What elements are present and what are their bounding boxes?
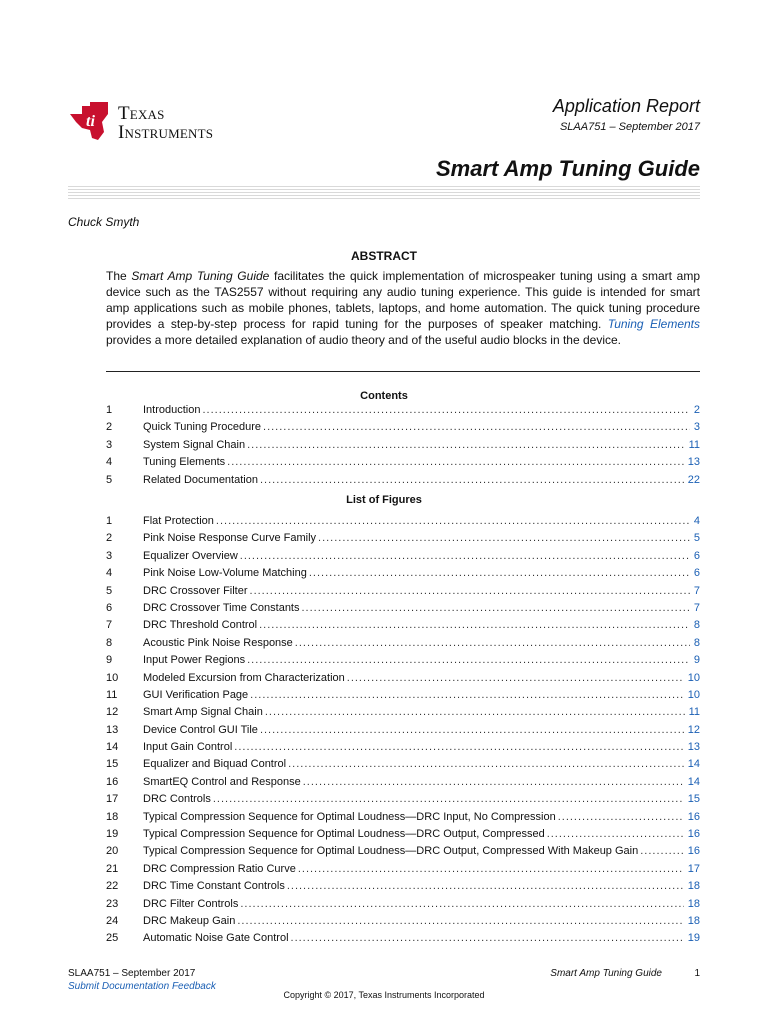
header-hatch-bar xyxy=(68,186,700,199)
figure-entry[interactable] xyxy=(106,704,700,721)
entry-page-link[interactable]: 10 xyxy=(687,671,700,684)
entry-number: 5 xyxy=(106,473,113,486)
entry-line xyxy=(143,930,700,947)
entry-number: 14 xyxy=(106,741,119,754)
entry-line xyxy=(143,513,700,530)
entry-label[interactable]: Automatic Noise Gate Control xyxy=(143,932,289,945)
entry-number: 13 xyxy=(106,723,119,736)
entry-page-link[interactable]: 8 xyxy=(693,636,700,649)
entry-number: 15 xyxy=(106,758,119,771)
ti-logo-icon xyxy=(68,100,114,144)
entry-number: 3 xyxy=(106,438,113,451)
logo-line-1: Texas xyxy=(118,103,165,124)
leader-dots xyxy=(265,704,685,721)
entry-line xyxy=(143,402,700,419)
leader-dots xyxy=(247,437,684,454)
leader-dots xyxy=(263,419,690,436)
leader-dots xyxy=(303,774,684,791)
entry-page-link[interactable]: 14 xyxy=(687,758,700,771)
figure-entry[interactable] xyxy=(106,791,700,808)
entry-line xyxy=(143,548,700,565)
divider xyxy=(106,371,700,372)
entry-number: 21 xyxy=(106,862,119,875)
figure-entry[interactable] xyxy=(106,600,700,617)
abstract-text-mid: facilitates the quick implementation of microspeaker tuning using a smart amp device such as the TAS2557 without requiring any audio tuning experience. This guide is intended for smart amp applications such as mobile phones, tablets, laptops, and home automation. The quick tuning procedure provides a step-by-step process for rapid tuning for the purposes of speaker matching. xyxy=(106,269,701,331)
entry-number: 19 xyxy=(106,828,119,841)
leader-dots xyxy=(202,402,689,419)
entry-number: 16 xyxy=(106,775,119,788)
entry-number: 1 xyxy=(106,404,113,416)
entry-label[interactable]: Equalizer and Biquad Control xyxy=(143,758,287,771)
leader-dots xyxy=(227,454,684,471)
leader-dots xyxy=(213,791,684,808)
entry-page-link[interactable]: 17 xyxy=(687,862,700,875)
entry-number: 10 xyxy=(106,671,119,684)
abstract-text-pre: The xyxy=(106,269,132,283)
entry-line xyxy=(143,617,700,634)
entry-page-link[interactable]: 2 xyxy=(693,404,700,416)
entry-number: 11 xyxy=(106,688,118,701)
entry-line xyxy=(143,756,700,773)
entry-line xyxy=(143,704,700,721)
entry-page-link[interactable]: 5 xyxy=(693,532,700,545)
entry-label[interactable]: DRC Filter Controls xyxy=(143,897,239,910)
entry-label[interactable]: Acoustic Pink Noise Response xyxy=(143,636,293,649)
entry-label[interactable]: DRC Compression Ratio Curve xyxy=(143,862,296,875)
entry-number: 25 xyxy=(106,932,119,945)
entry-line xyxy=(143,843,700,860)
entry-page-link[interactable]: 16 xyxy=(687,845,700,858)
leader-dots xyxy=(240,548,690,565)
entry-number: 7 xyxy=(106,619,113,632)
leader-dots xyxy=(347,670,684,687)
leader-dots xyxy=(260,722,684,739)
entry-label[interactable]: Modeled Excursion from Characterization xyxy=(143,671,345,684)
entry-line xyxy=(143,809,700,826)
contents-heading: Contents xyxy=(360,390,408,402)
entry-page-link[interactable]: 18 xyxy=(687,897,700,910)
figure-entry[interactable] xyxy=(106,878,700,895)
entry-number: 2 xyxy=(106,421,113,434)
figure-entry[interactable] xyxy=(106,756,700,773)
entry-line xyxy=(143,739,700,756)
entry-line xyxy=(143,437,700,454)
entry-number: 17 xyxy=(106,793,119,806)
entry-line xyxy=(143,565,700,582)
entry-page-link[interactable]: 18 xyxy=(687,914,700,927)
entry-page-link[interactable]: 10 xyxy=(687,688,700,701)
entry-number: 6 xyxy=(106,601,113,614)
leader-dots xyxy=(288,756,684,773)
leader-dots xyxy=(295,635,690,652)
leader-dots xyxy=(216,513,690,530)
entry-page-link[interactable]: 7 xyxy=(693,584,700,597)
entry-label[interactable]: Pink Noise Low-Volume Matching xyxy=(143,567,307,580)
leader-dots xyxy=(318,530,690,547)
figures-list xyxy=(106,513,700,948)
entry-line xyxy=(143,454,700,471)
logo-line-2: Instruments xyxy=(118,122,214,143)
entry-label[interactable]: Quick Tuning Procedure xyxy=(143,421,262,434)
figure-entry[interactable] xyxy=(106,635,700,652)
entry-page-link[interactable]: 11 xyxy=(688,438,700,451)
entry-line xyxy=(143,861,700,878)
entry-label[interactable]: DRC Crossover Filter xyxy=(143,584,248,597)
entry-page-link[interactable]: 19 xyxy=(687,932,700,945)
leader-dots xyxy=(234,739,683,756)
leader-dots xyxy=(640,843,684,860)
figures-heading: List of Figures xyxy=(346,494,422,506)
entry-line xyxy=(143,583,700,600)
leader-dots xyxy=(558,809,684,826)
figure-entry[interactable] xyxy=(106,652,700,669)
entry-label[interactable]: Typical Compression Sequence for Optimal Loudness—DRC Input, No Compression xyxy=(143,810,556,823)
entry-label[interactable]: Related Documentation xyxy=(143,473,258,486)
ti-logo-wordmark xyxy=(118,104,213,142)
entry-page-link[interactable]: 6 xyxy=(693,549,700,562)
page-title: Smart Amp Tuning Guide xyxy=(435,156,700,181)
figure-entry[interactable] xyxy=(106,722,700,739)
figure-entry[interactable] xyxy=(106,583,700,600)
leader-dots xyxy=(298,861,684,878)
figure-entry[interactable] xyxy=(106,617,700,634)
leader-dots xyxy=(547,826,684,843)
leader-dots xyxy=(240,896,683,913)
entry-number: 4 xyxy=(106,456,113,469)
entry-label[interactable]: Tuning Elements xyxy=(143,456,226,469)
copyright: Copyright © 2017, Texas Instruments Incorporated xyxy=(283,990,485,1000)
entry-label[interactable]: Flat Protection xyxy=(143,515,214,527)
entry-page-link[interactable]: 11 xyxy=(688,706,700,719)
entry-line xyxy=(143,652,700,669)
leader-dots xyxy=(259,617,690,634)
footer-title: Smart Amp Tuning Guide xyxy=(550,968,662,979)
submit-feedback-link[interactable]: Submit Documentation Feedback xyxy=(68,981,216,992)
leader-dots xyxy=(302,600,690,617)
entry-label[interactable]: DRC Controls xyxy=(143,793,211,806)
entry-number: 18 xyxy=(106,810,119,823)
contents-entry[interactable] xyxy=(106,472,700,489)
author: Chuck Smyth xyxy=(68,215,140,229)
entry-number: 3 xyxy=(106,549,113,562)
leader-dots xyxy=(309,565,690,582)
entry-line xyxy=(143,530,700,547)
figure-entry[interactable] xyxy=(106,739,700,756)
entry-page-link[interactable]: 7 xyxy=(693,601,700,614)
entry-number: 2 xyxy=(106,532,113,545)
svg-text:ti: ti xyxy=(86,113,95,130)
entry-line xyxy=(143,791,700,808)
entry-page-link[interactable]: 3 xyxy=(693,421,700,434)
entry-page-link[interactable]: 22 xyxy=(687,473,700,486)
figure-entry[interactable] xyxy=(106,843,700,860)
entry-page-link[interactable]: 14 xyxy=(687,775,700,788)
entry-line xyxy=(143,913,700,930)
entry-number: 23 xyxy=(106,897,119,910)
entry-label[interactable]: Smart Amp Signal Chain xyxy=(143,706,263,719)
contents-list xyxy=(106,402,700,489)
figure-entry[interactable] xyxy=(106,530,700,547)
entry-page-link[interactable]: 9 xyxy=(693,654,700,667)
figure-entry[interactable] xyxy=(106,896,700,913)
entry-label[interactable]: System Signal Chain xyxy=(143,438,246,451)
entry-label[interactable]: DRC Crossover Time Constants xyxy=(143,601,300,614)
entry-line xyxy=(143,826,700,843)
entry-label[interactable]: Device Control GUI Tile xyxy=(143,723,258,736)
entry-page-link[interactable]: 13 xyxy=(687,741,700,754)
entry-label[interactable]: DRC Threshold Control xyxy=(143,619,258,632)
contents-entry[interactable] xyxy=(106,437,700,454)
leader-dots xyxy=(237,913,683,930)
contents-entry[interactable] xyxy=(106,454,700,471)
contents-entry[interactable] xyxy=(106,402,700,419)
entry-label[interactable]: Pink Noise Response Curve Family xyxy=(143,532,317,545)
entry-label[interactable]: Typical Compression Sequence for Optimal Loudness—DRC Output, Compressed With Makeup Gain xyxy=(143,845,639,858)
figure-entry[interactable] xyxy=(106,548,700,565)
abstract-heading: ABSTRACT xyxy=(351,249,417,263)
entry-page-link[interactable]: 12 xyxy=(687,723,700,736)
entry-line xyxy=(143,687,700,704)
leader-dots xyxy=(287,878,684,895)
entry-page-link[interactable]: 4 xyxy=(693,515,700,527)
entry-label[interactable]: Typical Compression Sequence for Optimal Loudness—DRC Output, Compressed xyxy=(143,828,545,841)
entry-label[interactable]: Introduction xyxy=(143,404,201,416)
leader-dots xyxy=(250,583,690,600)
figure-entry[interactable] xyxy=(106,565,700,582)
entry-page-link[interactable]: 16 xyxy=(687,810,700,823)
entry-line xyxy=(143,600,700,617)
entry-line xyxy=(143,472,700,489)
document-number: SLAA751 – September 2017 xyxy=(559,121,700,133)
entry-number: 4 xyxy=(106,567,113,580)
entry-page-link[interactable]: 8 xyxy=(693,619,700,632)
footer-document-number: SLAA751 – September 2017 xyxy=(68,968,196,979)
figure-entry[interactable] xyxy=(106,774,700,791)
entry-page-link[interactable]: 13 xyxy=(687,456,700,469)
leader-dots xyxy=(250,687,684,704)
entry-page-link[interactable]: 18 xyxy=(687,880,700,893)
document-type: Application Report xyxy=(552,96,700,116)
figure-entry[interactable] xyxy=(106,861,700,878)
figure-entry[interactable] xyxy=(106,913,700,930)
entry-line xyxy=(143,670,700,687)
entry-label[interactable]: DRC Time Constant Controls xyxy=(143,880,285,893)
entry-line xyxy=(143,419,700,436)
entry-number: 5 xyxy=(106,584,113,597)
figure-entry[interactable] xyxy=(106,930,700,947)
tuning-elements-link[interactable]: Tuning Elements xyxy=(607,317,701,331)
page-number: 1 xyxy=(694,968,700,979)
abstract-paragraph xyxy=(106,268,700,348)
entry-line xyxy=(143,722,700,739)
entry-number: 9 xyxy=(106,654,113,667)
leader-dots xyxy=(247,652,690,669)
figure-entry[interactable] xyxy=(106,687,700,704)
entry-number: 1 xyxy=(106,515,113,527)
figure-entry[interactable] xyxy=(106,670,700,687)
entry-number: 20 xyxy=(106,845,119,858)
entry-label[interactable]: SmartEQ Control and Response xyxy=(143,775,301,788)
entry-line xyxy=(143,896,700,913)
entry-number: 24 xyxy=(106,914,119,927)
contents-entry[interactable] xyxy=(106,419,700,436)
entry-page-link[interactable]: 6 xyxy=(693,567,700,580)
entry-line xyxy=(143,774,700,791)
figure-entry[interactable] xyxy=(106,826,700,843)
entry-line xyxy=(143,635,700,652)
abstract-guide-title: Smart Amp Tuning Guide xyxy=(131,269,270,283)
entry-label[interactable]: Input Gain Control xyxy=(143,741,233,754)
entry-page-link[interactable]: 15 xyxy=(687,793,700,806)
ti-logo xyxy=(68,98,268,150)
figure-entry[interactable] xyxy=(106,513,700,530)
leader-dots xyxy=(291,930,684,947)
leader-dots xyxy=(260,472,684,489)
entry-label[interactable]: Equalizer Overview xyxy=(143,549,238,562)
entry-page-link[interactable]: 16 xyxy=(687,828,700,841)
entry-label[interactable]: Input Power Regions xyxy=(143,654,246,667)
entry-number: 12 xyxy=(106,706,119,719)
entry-line xyxy=(143,878,700,895)
entry-label[interactable]: DRC Makeup Gain xyxy=(143,914,236,927)
entry-number: 8 xyxy=(106,636,113,649)
entry-label[interactable]: GUI Verification Page xyxy=(143,688,249,701)
figure-entry[interactable] xyxy=(106,809,700,826)
abstract-text-post: provides a more detailed explanation of audio theory and of the useful audio blocks in the device. xyxy=(106,333,622,347)
entry-number: 22 xyxy=(106,880,119,893)
